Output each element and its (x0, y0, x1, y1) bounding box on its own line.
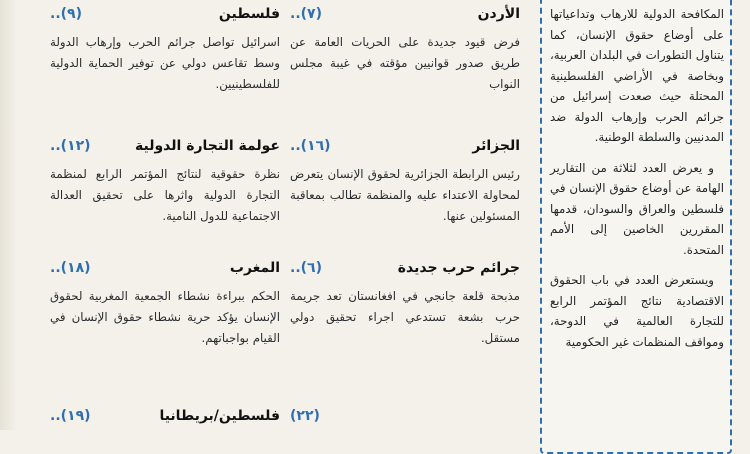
page-reference: (٢٢) (290, 408, 320, 424)
intro-paragraph: و يعرض العدد لثلاثة من التقارير الهامة عن أوضاع حقوق الإنسان في فلسطين والعراق والسودان، قدمها المقررين الخاصين إلى الأمم المتحدة. (550, 160, 724, 257)
article-title: عولمة التجارة الدولية (135, 138, 280, 154)
article-title: فلسطين/بريطانيا (159, 408, 280, 424)
page-reference: ..(١٢) (50, 138, 91, 154)
page-reference: ..(١٨) (50, 260, 91, 276)
article-summary: فرض قيود جديدة على الحريات العامة عن طريق صدور قوانيين مؤقته في غيبة مجلس النواب (290, 35, 520, 91)
article-item-palestine-britain (50, 408, 280, 434)
page-reference: ..(٧) (290, 6, 322, 22)
intro-paragraph: ويستعرض العدد في باب الحقوق الاقتصادية نتائج المؤتمر الرابع للتجارة العالمية في الدوحة، ومواقف المنظمات غير الحكومية (550, 273, 724, 349)
article-summary: الحكم ببراءة نشطاء الجمعية المغربية لحقوق الإنسان يؤكد حرية نشطاء حقوق الإنسان في القيام بواجباتهم. (50, 289, 280, 345)
article-item-morocco (50, 260, 280, 349)
article-title: الأردن (477, 6, 520, 22)
article-item-palestine (50, 6, 280, 95)
article-summary: رئيس الرابطة الجزائرية لحقوق الإنسان يتعرض لمحاولة الاعتداء عليه والمنظمة تطالب بمعاقبة المسئولين عنها. (290, 167, 520, 223)
page-reference: ..(٩) (50, 6, 82, 22)
article-item-partial (290, 408, 520, 434)
article-item-trade-globalization (50, 138, 280, 227)
article-title: المغرب (229, 260, 280, 276)
article-item-algeria (290, 138, 520, 227)
page-reference: ..(١٦) (290, 138, 331, 154)
article-title: الجزائر (472, 138, 520, 154)
page-reference: ..(٦) (290, 260, 322, 276)
article-summary: مذبحة قلعة جانجي في افغانستان تعد جريمة حرب بشعة تستدعي اجراء تحقيق دولي مستقل. (290, 289, 520, 345)
article-summary: اسرائيل تواصل جرائم الحرب وإرهاب الدولة وسط تقاعس دولي عن توفير الحماية الدولية للفلسطينيين. (50, 35, 280, 91)
page-reference: ..(١٩) (50, 408, 91, 424)
article-title: فلسطين (218, 6, 280, 22)
article-title: جرائم حرب جديدة (397, 260, 520, 276)
article-item-jordan (290, 6, 520, 95)
intro-paragraph: المكافحة الدولية للارهاب وتداعياتها على أوضاع حقوق الإنسان، كما يتناول التطورات في البلدان العربية، وبخاصة في الأراضي الفلسطينية المحتلة حيث صعدت إسرائيل من جرائم الحرب وإرهاب الدولة ضد المدنيين والسلطة الوطنية. (550, 7, 724, 144)
editorial-intro-box (540, 0, 732, 454)
article-item-war-crimes (290, 260, 520, 349)
page-gutter (0, 0, 18, 430)
article-summary: نظرة حقوقية لنتائج المؤتمر الرابع لمنظمة التجارة الدولية واثرها على تحقيق العدالة الاجتماعية للدول النامية. (50, 167, 280, 223)
